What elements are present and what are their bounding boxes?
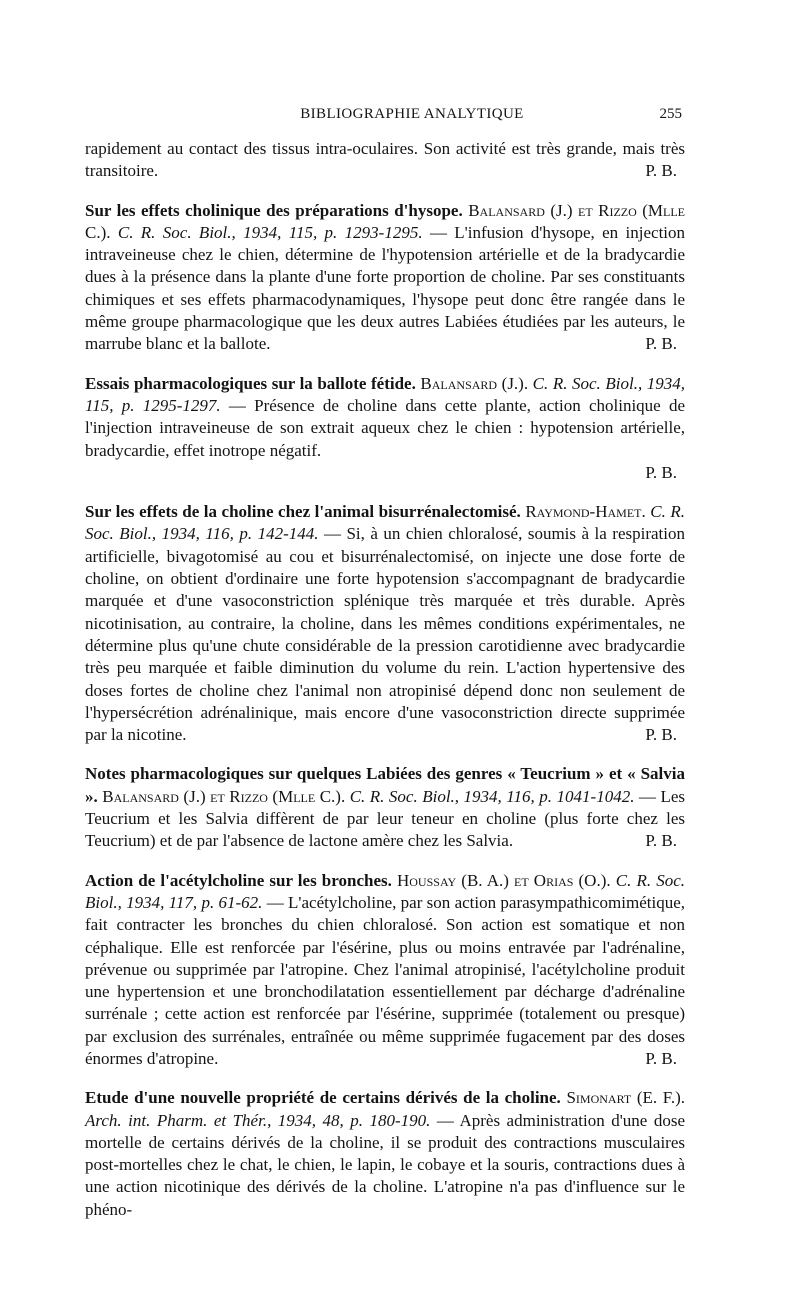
entry-4	[85, 763, 685, 852]
entry-text: — Après administration d'une dose mortelle de certains dérivés de la choline, il se produit des contractions musculaires post-mortelles chez le chat, le chien, le lapin, le cobaye et la souris, contractions dues à une action nicotinique des dérivés de la choline. L'atropine n'a pas d'influence sur le phéno-	[85, 1110, 685, 1219]
entry-title: Action de l'acétylcholine sur les bronches.	[85, 870, 392, 890]
entry-initials: P. B.	[645, 334, 677, 354]
entry-initials: P. B.	[645, 831, 677, 851]
entry-3	[85, 501, 685, 746]
intro-text: rapidement au contact des tissus intra-oculaires. Son activité est très grande, mais très transitoire.	[85, 139, 685, 181]
entry-text: — L'infusion d'hysope, en injection intraveineuse chez le chien, détermine de l'hypotension artérielle et de la bradycardie dues à la présence dans la plante d'une forte proportion de choline. Par ses constituants chimiques et ses effets pharmacodynamiques, l'hysope peut donc être rangée dans le même groupe pharmacologique que les deux autres Labiées étudiées par les auteurs, le marrube blanc et la ballote.	[85, 222, 686, 354]
entry-title: Essais pharmacologiques sur la ballote fétide.	[85, 373, 416, 393]
entry-title: Sur les effets de la choline chez l'animal bisurrénalectomisé.	[85, 502, 521, 522]
entry-authors: Houssay (B. A.) et Orias (O.).	[396, 870, 611, 890]
intro-paragraph	[85, 138, 685, 183]
entry-authors: Balansard (J.) et Rizzo (Mlle C.).	[85, 200, 686, 242]
entry-authors: Balansard (J.).	[420, 373, 529, 393]
entry-1	[85, 200, 685, 356]
entry-initials: P. B.	[645, 725, 677, 745]
entry-authors: Simonart (E. F.).	[566, 1088, 685, 1108]
entry-title: Etude d'une nouvelle propriété de certains dérivés de la choline.	[85, 1088, 561, 1108]
entry-authors: Balansard (J.) et Rizzo (Mlle C.).	[102, 786, 346, 806]
entry-6	[85, 1087, 685, 1221]
entry-initials: P. B.	[645, 1048, 677, 1068]
entry-title: Notes pharmacologiques sur quelques Labiées des genres « Teucrium » et « Salvia ».	[85, 764, 685, 806]
entry-authors: Raymond-Hamet.	[525, 502, 646, 522]
entry-initials: P. B.	[645, 462, 677, 482]
running-header	[142, 106, 682, 128]
entry-text: — Les Teucrium et les Salvia diffèrent de par leur teneur en choline (plus forte chez les Teucrium) et de par l'absence de lactone amère chez les Salvia.	[85, 786, 685, 851]
entry-text: — Présence de choline dans cette plante, action cholinique de l'injection intraveineuse de son extrait aqueux chez le chien : hypotension artérielle, bradycardie, effet inotrope négatif.	[85, 395, 686, 460]
entry-text: — L'acétylcholine, par son action parasympathicomimétique, fait contracter les bronches du chien chloralosé. Son action est somatique et non céphalique. Elle est renforcée par l'ésérine, plus ou moins entravée par l'adrénaline, prévenue ou supprimée par l'atropine. Chez l'animal atropinisé, l'acétylcholine produit une hypertension et une bronchodilatation essentiellement par décharge d'adrénaline surrénale ; cette action est renforcée par l'ésérine, supprimée (totalement ou presque) par exclusion des surrénales, entraînée ou même supprimée fugacement par des doses énormes d'atropine.	[85, 892, 686, 1068]
entry-source: C. R. Soc. Biol., 1934, 115, p. 1293-1295.	[117, 222, 423, 242]
entry-5	[85, 870, 685, 1071]
entry-source: C. R. Soc. Biol., 1934, 116, p. 1041-1042.	[349, 786, 635, 806]
page-number: 255	[659, 106, 682, 122]
entry-source: Arch. int. Pharm. et Thér., 1934, 48, p. 180-190.	[85, 1110, 431, 1130]
entry-source: C. R. Soc. Biol., 1934, 115, p. 1295-1297.	[85, 373, 686, 415]
page-body	[85, 138, 685, 1221]
intro-initials: P. B.	[645, 161, 677, 181]
entry-source: C. R. Soc. Biol., 1934, 117, p. 61-62.	[85, 870, 685, 912]
entry-2	[85, 373, 685, 484]
entry-title: Sur les effets cholinique des préparations d'hysope.	[85, 200, 463, 220]
entry-text: — Si, à un chien chloralosé, soumis à la respiration artificielle, bivagotomisé au cou et bisurrénalectomisé, on injecte une dose forte de choline, on obtient d'ordinaire une forte hypotension s'accompagnant de bradycardie marquée et d'une vasoconstriction splénique très marquée et très durable. Après nicotinisation, au contraire, la choline, dans les mêmes conditions expérimentales, ne détermine plus qu'une chute considérable de la pression carotidienne avec bradycardie très peu marquée et faible diminution du volume du rein. L'action hypertensive des doses fortes de choline chez l'animal non atropinisé dépend donc non seulement de l'hypersécrétion adrénalinique, mais encore d'une vasoconstriction directe supprimée par la nicotine.	[85, 524, 685, 745]
header-title: BIBLIOGRAPHIE ANALYTIQUE	[300, 106, 524, 122]
entry-source: C. R. Soc. Biol., 1934, 116, p. 142-144.	[85, 502, 686, 544]
